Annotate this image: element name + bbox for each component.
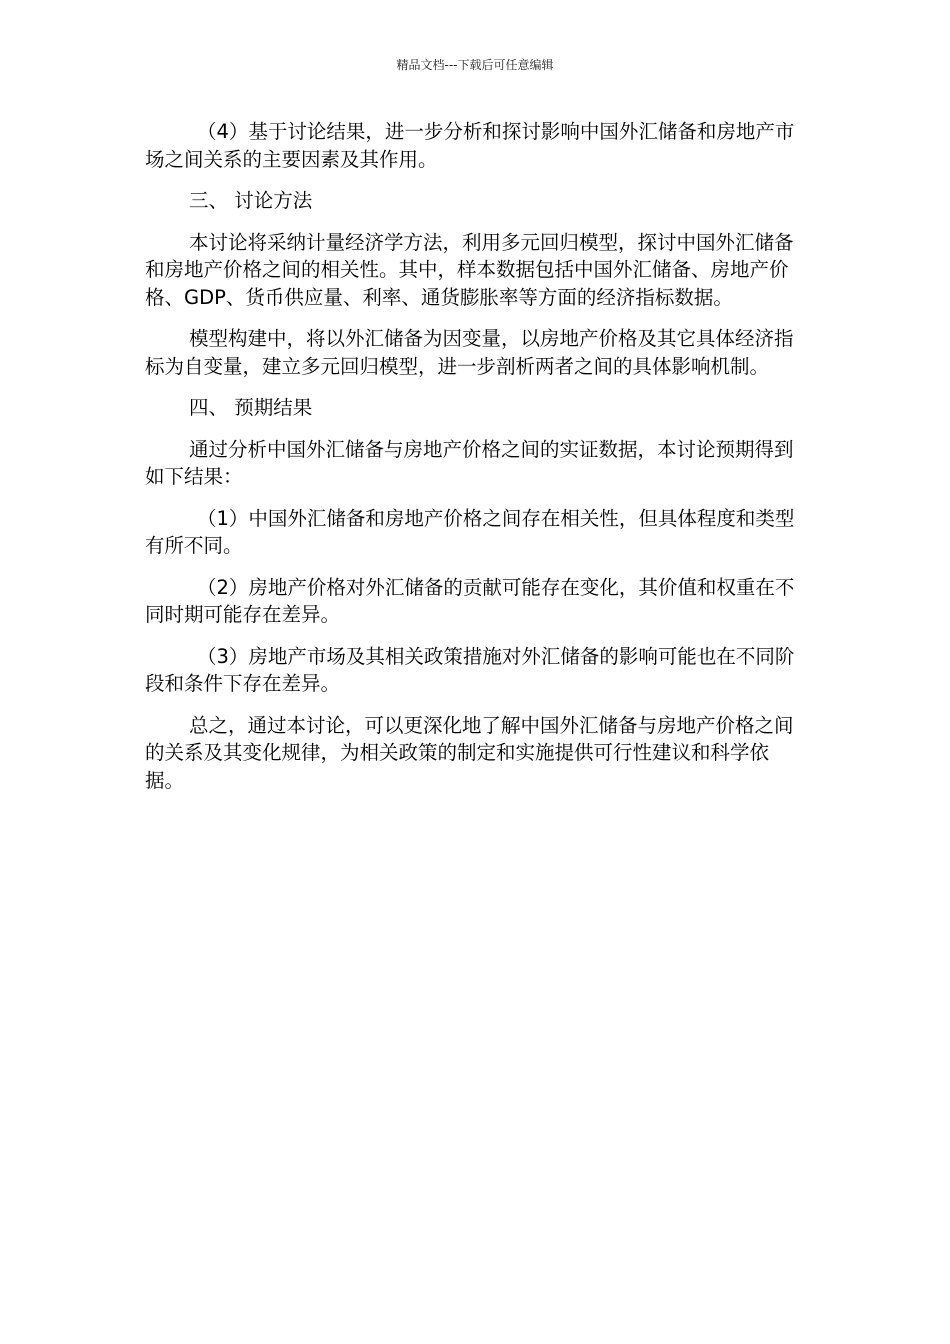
section-heading-expected-results: 四、 预期结果: [189, 396, 313, 419]
paragraph-methods-intro: 本讨论将采纳计量经济学方法，利用多元回归模型，探讨中国外汇储备和房地产价格之间的相关性。其中，样本数据包括中国外汇储备、房地产价格、GDP、货币供应量、利率、通货膨胀率等方面的经济指标数据。: [145, 230, 794, 309]
page-header: 精品文档---下载后可任意编辑: [396, 58, 554, 72]
list-item-3: （3）房地产市场及其相关政策措施对外汇储备的影响可能也在不同阶段和条件下存在差异。: [145, 644, 795, 695]
list-item-1: （1）中国外汇储备和房地产价格之间存在相关性，但具体程度和类型有所不同。: [145, 506, 795, 557]
list-item-4: （4）基于讨论结果，进一步分析和探讨影响中国外汇储备和房地产市场之间关系的主要因素及其作用。: [145, 120, 795, 171]
paragraph-conclusion: 总之，通过本讨论，可以更深化地了解中国外汇储备与房地产价格之间的关系及其变化规律，为相关政策的制定和实施提供可行性建议和科学依据。: [145, 713, 794, 792]
list-item-2: （2）房地产价格对外汇储备的贡献可能存在变化，其价值和权重在不同时期可能存在差异。: [145, 575, 795, 626]
paragraph-results-intro: 通过分析中国外汇储备与房地产价格之间的实证数据，本讨论预期得到如下结果：: [145, 437, 794, 488]
section-heading-methods: 三、 讨论方法: [189, 189, 313, 212]
document-body: [145, 118, 807, 808]
paragraph-model-construction: 模型构建中，将以外汇储备为因变量，以房地产价格及其它具体经济指标为自变量，建立多元回归模型，进一步剖析两者之间的具体影响机制。: [145, 327, 794, 378]
